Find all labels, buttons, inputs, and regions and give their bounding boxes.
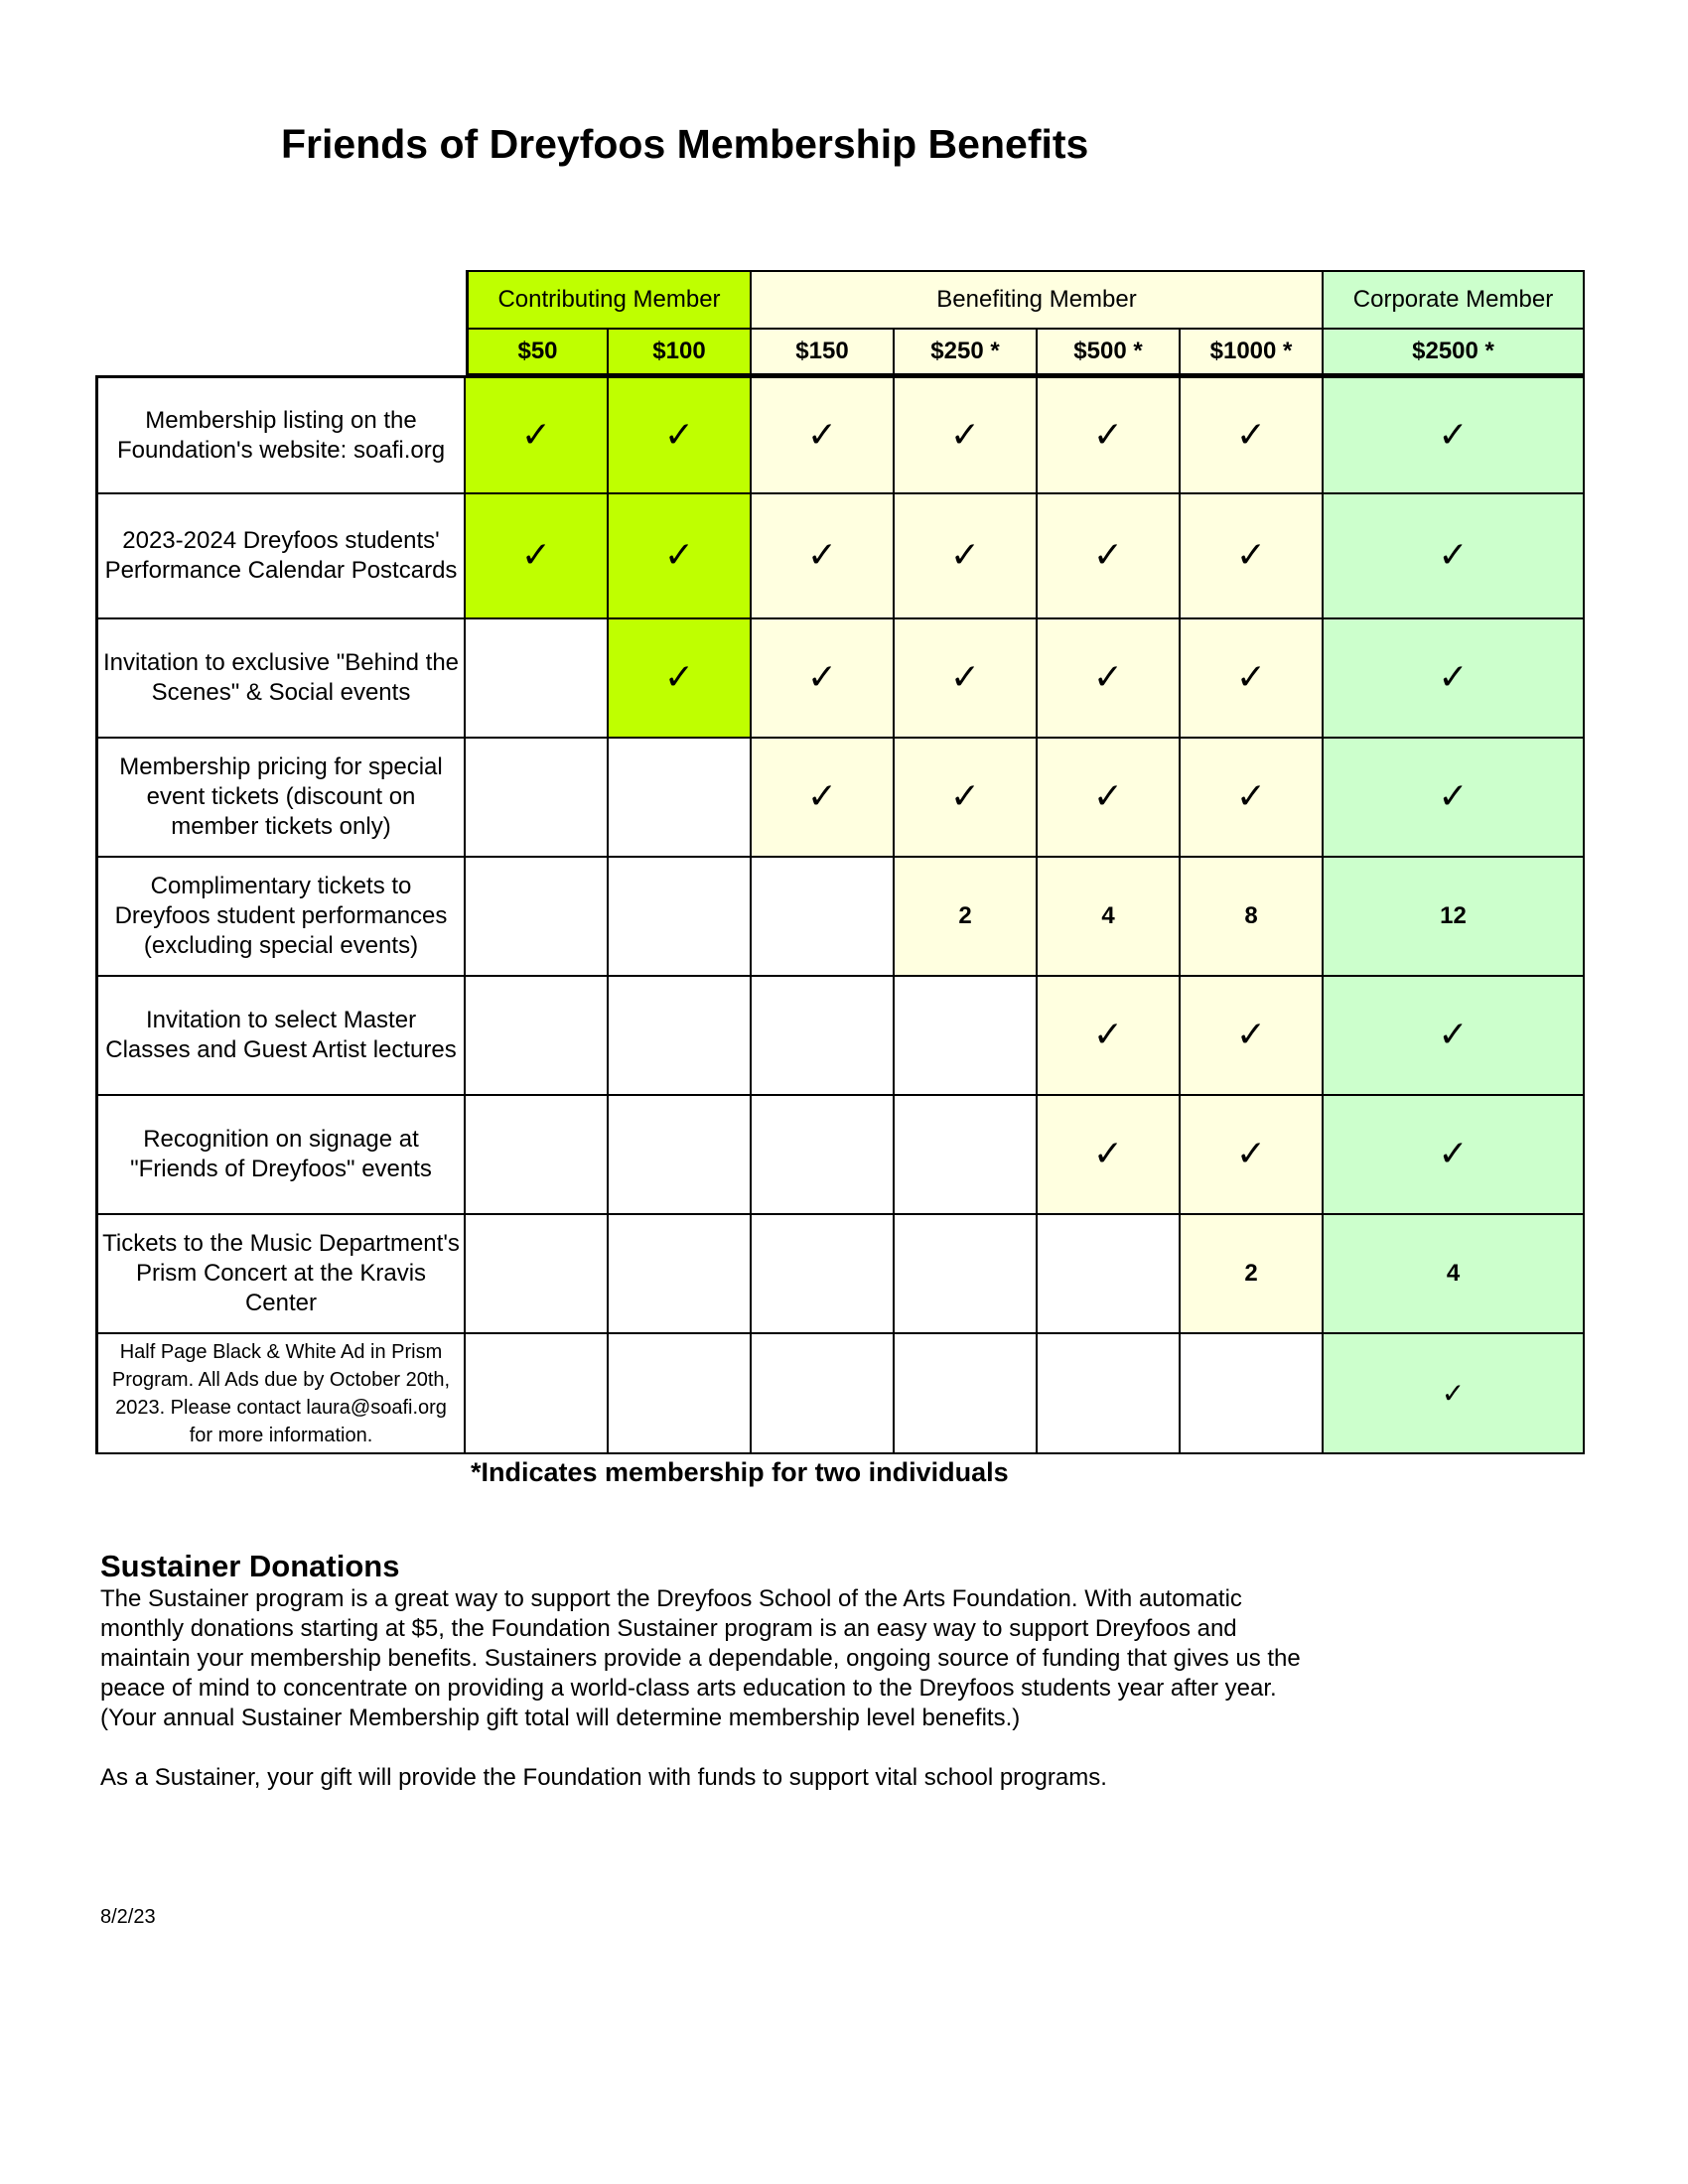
check-icon: ✓ [1324, 375, 1585, 494]
check-icon: ✓ [1324, 739, 1585, 858]
benefit-value [466, 1096, 609, 1215]
group-header-benefiting: Benefiting Member [752, 270, 1324, 330]
check-icon: ✓ [752, 375, 895, 494]
benefit-value [466, 1215, 609, 1334]
benefit-value [895, 1096, 1038, 1215]
benefit-value: 2 [895, 858, 1038, 977]
benefit-value [752, 977, 895, 1096]
check-icon: ✓ [466, 494, 609, 619]
check-icon: ✓ [895, 739, 1038, 858]
benefit-label: Tickets to the Music Department's Prism Concert at the Kravis Center [95, 1215, 466, 1334]
benefit-label: Complimentary tickets to Dreyfoos student performances (excluding special events) [95, 858, 466, 977]
benefit-value [752, 1215, 895, 1334]
benefit-value [609, 1096, 752, 1215]
tier-price: $150 [752, 330, 895, 375]
check-icon: ✓ [1038, 494, 1181, 619]
check-icon: ✓ [1181, 494, 1324, 619]
tier-price: $1000 * [1181, 330, 1324, 375]
benefit-value [609, 1215, 752, 1334]
page-title: Friends of Dreyfoos Membership Benefits [281, 121, 1089, 167]
check-icon: ✓ [752, 619, 895, 739]
benefit-value: 4 [1038, 858, 1181, 977]
benefit-value [1038, 1215, 1181, 1334]
benefit-label: Membership listing on the Foundation's website: soafi.org [95, 375, 466, 494]
check-icon: ✓ [1181, 1096, 1324, 1215]
benefit-value [466, 739, 609, 858]
check-icon: ✓ [1038, 619, 1181, 739]
benefit-value [752, 858, 895, 977]
check-icon: ✓ [1181, 619, 1324, 739]
check-icon: ✓ [1324, 977, 1585, 1096]
benefit-value [609, 858, 752, 977]
benefit-label: Membership pricing for special event tickets (discount on member tickets only) [95, 739, 466, 858]
check-icon: ✓ [1324, 494, 1585, 619]
document-date: 8/2/23 [100, 1906, 156, 1928]
check-icon: ✓ [1324, 1334, 1585, 1454]
benefit-value [609, 1334, 752, 1454]
check-icon: ✓ [752, 494, 895, 619]
check-icon: ✓ [609, 619, 752, 739]
benefit-value [895, 1334, 1038, 1454]
group-header-corporate: Corporate Member [1324, 270, 1585, 330]
check-icon: ✓ [1181, 977, 1324, 1096]
benefit-value [609, 739, 752, 858]
check-icon: ✓ [609, 494, 752, 619]
benefit-value [466, 619, 609, 739]
benefit-value: 4 [1324, 1215, 1585, 1334]
check-icon: ✓ [1181, 375, 1324, 494]
benefit-label: Half Page Black & White Ad in Prism Program. All Ads due by October 20th, 2023. Please contact laura@soafi.org for more information. [95, 1334, 466, 1454]
sustainer-title: Sustainer Donations [100, 1549, 400, 1583]
benefit-label: Recognition on signage at "Friends of Dreyfoos" events [95, 1096, 466, 1215]
tier-price: $500 * [1038, 330, 1181, 375]
sustainer-paragraph: The Sustainer program is a great way to support the Dreyfoos School of the Arts Foundation. With automatic monthly donations starting at $5, the Foundation Sustainer program is an easy way to support Dreyfoos and maintain your membership benefits. Sustainers provide a dependable, ongoing source of funding that gives us the peace of mind to concentrate on providing a world-class arts education to the Dreyfoos students year after year. (Your annual Sustainer Membership gift total will determine membership level benefits.) [100, 1585, 1301, 1731]
tier-price: $100 [609, 330, 752, 375]
benefit-value: 8 [1181, 858, 1324, 977]
benefit-value [466, 858, 609, 977]
check-icon: ✓ [466, 375, 609, 494]
benefit-value [1038, 1334, 1181, 1454]
check-icon: ✓ [895, 494, 1038, 619]
check-icon: ✓ [1181, 739, 1324, 858]
benefit-value [895, 1215, 1038, 1334]
benefit-value [466, 1334, 609, 1454]
group-header-contributing: Contributing Member [466, 270, 752, 330]
tier-price: $250 * [895, 330, 1038, 375]
benefit-value [752, 1096, 895, 1215]
benefit-value [466, 977, 609, 1096]
check-icon: ✓ [1038, 977, 1181, 1096]
check-icon: ✓ [1038, 375, 1181, 494]
check-icon: ✓ [1038, 739, 1181, 858]
check-icon: ✓ [895, 619, 1038, 739]
benefit-value [752, 1334, 895, 1454]
check-icon: ✓ [1038, 1096, 1181, 1215]
benefit-value: 2 [1181, 1215, 1324, 1334]
benefit-value [895, 977, 1038, 1096]
benefit-value [609, 977, 752, 1096]
benefit-value [1181, 1334, 1324, 1454]
footnote: *Indicates membership for two individuals [471, 1457, 1009, 1487]
tier-price: $50 [466, 330, 609, 375]
check-icon: ✓ [609, 375, 752, 494]
benefit-label: 2023-2024 Dreyfoos students' Performance Calendar Postcards [95, 494, 466, 619]
sustainer-paragraph: As a Sustainer, your gift will provide the Foundation with funds to support vital school programs. [100, 1764, 1107, 1791]
check-icon: ✓ [895, 375, 1038, 494]
check-icon: ✓ [752, 739, 895, 858]
benefit-label: Invitation to select Master Classes and Guest Artist lectures [95, 977, 466, 1096]
check-icon: ✓ [1324, 619, 1585, 739]
benefit-value: 12 [1324, 858, 1585, 977]
check-icon: ✓ [1324, 1096, 1585, 1215]
benefit-label: Invitation to exclusive "Behind the Scenes" & Social events [95, 619, 466, 739]
tier-price: $2500 * [1324, 330, 1585, 375]
benefits-table [95, 270, 1585, 1454]
